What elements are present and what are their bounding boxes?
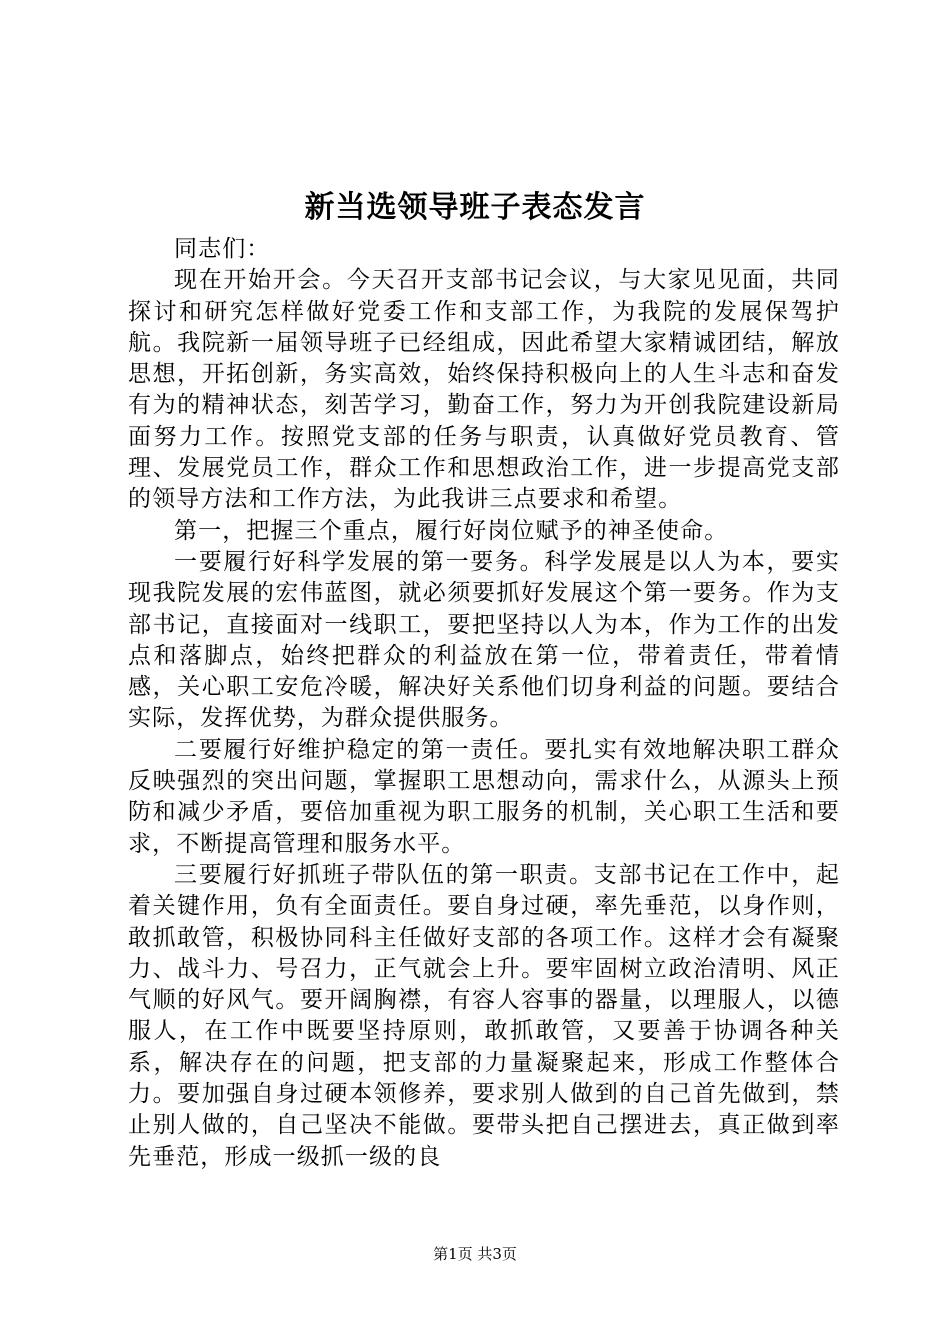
document-title: 新当选领导班子表态发言 [304,190,646,225]
paragraph-duty-two: 二要履行好维护稳定的第一责任。要扎实有效地解决职工群众反映强烈的突出问题，掌握职工思想动向，需求什么，从源头上预防和减少矛盾，要倍加重视为职工服务的机制，关心职工生活和要求，不断提高管理和服务水平。 [128,736,840,857]
document-body [128,234,840,1173]
paragraph-first-point: 第一，把握三个重点，履行好岗位赋予的神圣使命。 [174,517,729,544]
salutation: 同志们： [174,236,271,262]
paragraph-intro: 现在开始开会。今天召开支部书记会议，与大家见见面，共同探讨和研究怎样做好党委工作和支部工作，为我院的发展保驾护航。我院新一届领导班子已经组成，因此希望大家精诚团结，解放思想，开拓创新，务实高效，始终保持积极向上的人生斗志和奋发有为的精神状态，刻苦学习，勤奋工作，努力为开创我院建设新局面努力工作。按照党支部的任务与职责，认真做好党员教育、管理、发展党员工作，群众工作和思想政治工作，进一步提高党支部的领导方法和工作方法，为此我讲三点要求和希望。 [128,267,840,513]
page-number: 第1页 共3页 [433,1245,517,1263]
paragraph-duty-one: 一要履行好科学发展的第一要务。科学发展是以人为本，要实现我院发展的宏伟蓝图，就必须要抓好发展这个第一要务。作为支部书记，直接面对一线职工，要把坚持以人为本，作为工作的出发点和落脚点，始终把群众的利益放在第一位，带着责任，带着情感，关心职工安危冷暖，解决好关系他们切身利益的问题。要结合实际，发挥优势，为群众提供服务。 [128,548,840,732]
paragraph-duty-three: 三要履行好抓班子带队伍的第一职责。支部书记在工作中，起着关键作用，负有全面责任。要自身过硬，率先垂范，以身作则，敢抓敢管，积极协同科主任做好支部的各项工作。这样才会有凝聚力、战斗力、号召力，正气就会上升。要牢固树立政治清明、风正气顺的好风气。要开阔胸襟，有容人容事的器量，以理服人，以德服人，在工作中既要坚持原则，敢抓敢管，又要善于协调各种关系，解决存在的问题，把支部的力量凝聚起来，形成工作整体合力。要加强自身过硬本领修养，要求别人做到的自己首先做到，禁止别人做的，自己坚决不能做。要带头把自己摆进去，真正做到率先垂范，形成一级抓一级的良 [128,861,840,1170]
